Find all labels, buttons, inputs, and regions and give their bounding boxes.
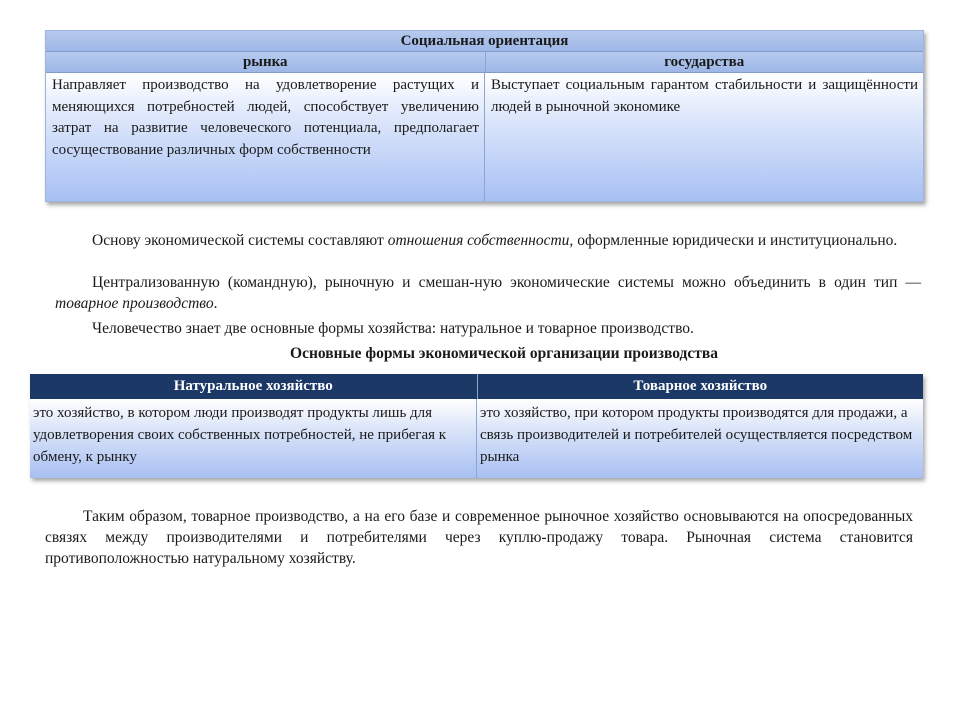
text: оформленные юридически и институционально.	[573, 232, 898, 249]
section-heading: Основные формы экономической организации производства	[290, 345, 718, 362]
table-row	[30, 399, 923, 478]
paragraph-two-forms: Человечество знает две основные формы хозяйства: натуральное и товарное производство.	[92, 320, 694, 337]
column-header-natural-economy: Натуральное хозяйство	[30, 374, 478, 399]
emphasis-text: товарное производство	[55, 295, 214, 312]
cell-commodity-economy: это хозяйство, при котором продукты производятся для продажи, а связь производителей и потребителей осуществляется посредством рынка	[477, 399, 923, 478]
text: Централизованную (командную), рыночную и смешан-ную экономические системы можно объединить в один тип —	[92, 274, 921, 291]
cell-market: Направляет производство на удовлетворение растущих и меняющихся потребностей людей, способствует увеличению затрат на развитие человеческого потенциала, предполагает сосуществование различных форм собственности	[46, 73, 485, 201]
text: Основу экономической системы составляют	[92, 232, 388, 249]
column-header-state: государства	[486, 52, 924, 72]
economy-forms-table	[30, 374, 923, 478]
paragraph-economic-system-types	[55, 272, 921, 314]
social-orientation-table	[45, 30, 924, 202]
paragraph-conclusion: Таким образом, товарное производство, а на его базе и современное рыночное хозяйство основываются на опосредованных связях между производителями и потребителями через куплю-продажу товара. Рыночная система становится противоположностью натуральному хозяйству.	[45, 508, 913, 567]
table-header-row	[30, 374, 923, 399]
column-header-commodity-economy: Товарное хозяйство	[633, 378, 768, 394]
cell-state: Выступает социальным гарантом стабильности и защищённости людей в рыночной экономике	[485, 73, 923, 201]
cell-natural-economy: это хозяйство, в котором люди производят продукты лишь для удовлетворения своих собственных потребностей, не прибегая к обмену, к рынку	[30, 399, 477, 478]
table-header-row	[46, 52, 923, 73]
table-caption: Социальная ориентация	[46, 31, 923, 52]
paragraph-economic-system-basis	[55, 230, 921, 251]
table-row	[46, 73, 923, 201]
emphasis-text: отношения собственности,	[387, 232, 574, 249]
text: .	[213, 295, 218, 312]
column-header-market: рынка	[46, 52, 486, 72]
